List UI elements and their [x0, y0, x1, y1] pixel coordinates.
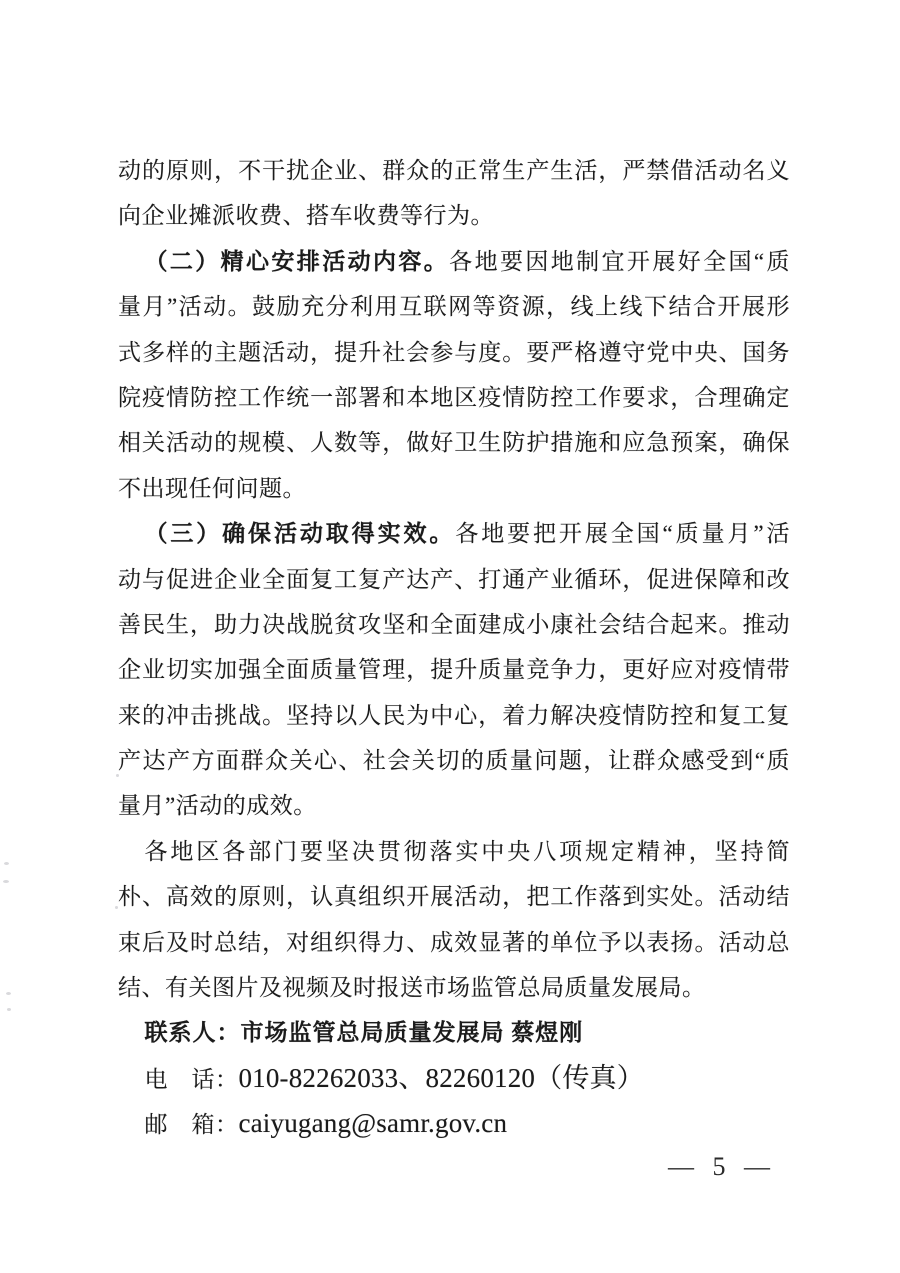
scan-artifact — [115, 906, 118, 909]
text-line: 相关活动的规模、人数等，做好卫生防护措施和应急预案，确保 — [118, 430, 790, 456]
text-segment: 各地要因地制宜开展好全国“质 — [449, 248, 790, 274]
scan-artifact — [4, 862, 9, 865]
text-line-section-2 — [118, 239, 790, 284]
text-line: 各地区各部门要坚决贯彻落实中央八项规定精神，坚持简 — [144, 838, 790, 864]
text-segment: 各地要把开展全国“质量月”活 — [455, 521, 790, 547]
contact-phone-value: 010-82262033、82260120（传真） — [238, 1062, 644, 1093]
text-line: 动与促进企业全面复工复产达产、打通产业循环，促进保障和改 — [118, 566, 790, 592]
text-line: 量月”活动。鼓励充分利用互联网等资源，线上线下结合开展形 — [118, 294, 790, 320]
text-line: 朴、高效的原则，认真组织开展活动，把工作落到实处。活动结 — [118, 884, 790, 910]
contact-phone-label: 电 话： — [144, 1066, 239, 1092]
page-number: — 5 — — [668, 1152, 776, 1181]
contact-email-value: caiyugang@samr.gov.cn — [238, 1108, 508, 1139]
text-line: 量月”活动的成效。 — [118, 793, 317, 819]
scan-artifact — [116, 774, 119, 777]
scan-artifact — [6, 992, 11, 995]
contact-person-label: 联系人： — [144, 1020, 241, 1046]
section-heading-3: （三）确保活动取得实效。 — [144, 521, 456, 547]
text-line: 动的原则，不干扰企业、群众的正常生产生活，严禁借活动名义 — [118, 158, 790, 183]
text-line: 善民生，助力决战脱贫攻坚和全面建成小康社会结合起来。推动 — [118, 611, 790, 637]
contact-email-label: 邮 箱： — [144, 1112, 239, 1138]
text-line: 院疫情防控工作统一部署和本地区疫情防控工作要求，合理确定 — [118, 384, 790, 410]
text-line: 产达产方面群众关心、社会关切的质量问题，让群众感受到“质 — [118, 748, 790, 774]
contact-person-line — [118, 1010, 790, 1055]
text-line: 束后及时总结，对组织得力、成效显著的单位予以表扬。活动总 — [118, 929, 790, 955]
contact-person-value: 市场监管总局质量发展局 蔡煜刚 — [240, 1020, 584, 1046]
text-line: 式多样的主题活动，提升社会参与度。要严格遵守党中央、国务 — [118, 339, 790, 365]
text-line-section-3 — [118, 511, 790, 556]
text-line: 企业切实加强全面质量管理，提升质量竞争力，更好应对疫情带 — [118, 657, 790, 683]
text-line: 来的冲击挑战。坚持以人民为中心，着力解决疫情防控和复工复 — [118, 702, 790, 728]
section-heading-2: （二）精心安排活动内容。 — [144, 248, 450, 274]
document-body — [118, 148, 790, 1147]
scan-artifact — [3, 880, 9, 883]
contact-email-line — [118, 1101, 790, 1146]
contact-phone-line — [118, 1056, 790, 1101]
text-line: 向企业摊派收费、搭车收费等行为。 — [118, 203, 494, 229]
scan-artifact — [7, 1008, 11, 1011]
text-line: 结、有关图片及视频及时报送市场监管总局质量发展局。 — [118, 975, 706, 1001]
text-line: 不出现任何问题。 — [118, 475, 306, 501]
